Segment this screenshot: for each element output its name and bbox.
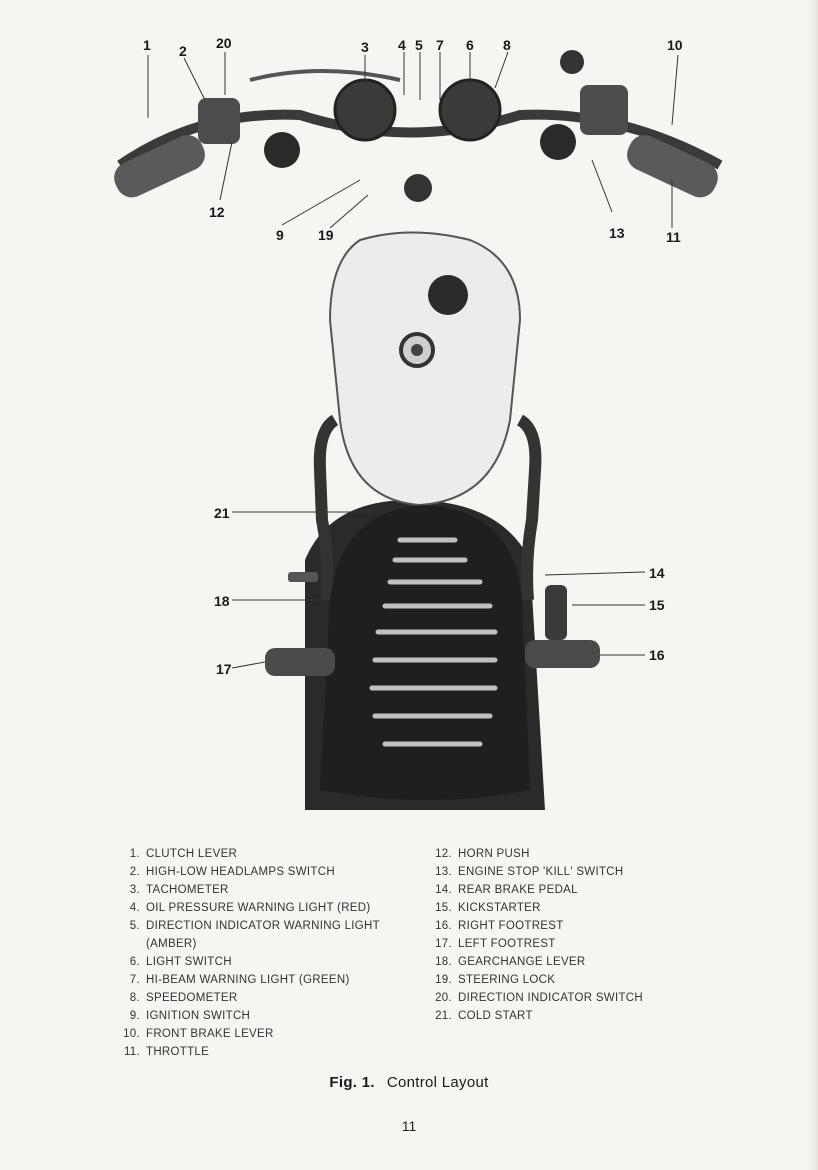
speedometer-dial [440,80,500,140]
seat [320,505,530,800]
right-switch-housing [580,85,628,135]
right-footrest [525,640,600,668]
tachometer-dial [335,80,395,140]
legend-right-column [424,845,724,1025]
figure-title: Control Layout [386,1074,489,1091]
legend-item: 7. HI-BEAM WARNING LIGHT (GREEN) [129,974,350,986]
legend-item: 21. COLD START [435,1010,533,1022]
legend-item: 9. IGNITION SWITCH [129,1010,251,1022]
legend-item: 19. STEERING LOCK [435,974,556,986]
legend-item: 12. HORN PUSH [435,848,530,860]
page-number: 11 [401,1118,417,1134]
legend-item: 14. REAR BRAKE PEDAL [435,884,578,896]
callout-13: 13 [609,225,625,241]
gearchange-lever [288,572,318,582]
legend-item: 3. TACHOMETER [129,884,229,896]
callout-21: 21 [214,505,230,521]
legend-item: 1. CLUTCH LEVER [129,848,238,860]
legend-item: 16. RIGHT FOOTREST [435,920,564,932]
callout-19: 19 [318,227,334,243]
callout-18: 18 [214,593,230,609]
callout-4: 4 [398,37,406,53]
callout-20: 20 [216,35,232,51]
legend-item: 15. KICKSTARTER [435,902,541,914]
headlamp-switch [404,174,432,202]
callout-11: 11 [666,229,681,245]
callout-1: 1 [143,37,151,53]
legend-item: 2. HIGH-LOW HEADLAMPS SWITCH [129,866,335,878]
legend-item: 5. DIRECTION INDICATOR WARNING LIGHT (AMBER) [129,920,380,950]
callout-2: 2 [179,43,187,59]
callout-14: 14 [649,565,665,581]
callout-8: 8 [503,37,511,53]
kickstarter [545,585,567,640]
callout-3: 3 [361,39,369,55]
tank-knob [428,275,468,315]
figure-number: Fig. 1. [329,1074,375,1091]
legend-left-column [112,845,412,1061]
left-switch-housing [198,98,240,144]
callout-6: 6 [466,37,474,53]
callout-15: 15 [649,597,665,613]
legend-item: 10. FRONT BRAKE LEVER [123,1028,274,1040]
left-indicator-lamp [264,132,300,168]
callout-16: 16 [649,647,665,663]
right-frame-rail [520,420,535,600]
legend-item: 20. DIRECTION INDICATOR SWITCH [435,992,643,1004]
legend-item: 4. OIL PRESSURE WARNING LIGHT (RED) [129,902,371,914]
right-indicator-lamp [540,124,576,160]
left-frame-rail [320,420,335,600]
callout-10: 10 [667,37,683,53]
legend-item: 13. ENGINE STOP 'KILL' SWITCH [435,866,624,878]
legend-item: 11. THROTTLE [123,1046,210,1058]
callout-12: 12 [209,204,225,220]
legend-item: 18. GEARCHANGE LEVER [435,956,586,968]
figure-caption [0,1074,818,1091]
legend-item: 8. SPEEDOMETER [129,992,238,1004]
left-footrest [265,648,335,676]
callout-5: 5 [415,37,423,53]
legend-item: 6. LIGHT SWITCH [129,956,232,968]
callout-9: 9 [276,227,284,243]
legend-item: 17. LEFT FOOTREST [435,938,556,950]
speedometer-box [560,50,584,74]
callout-7: 7 [436,37,444,53]
fuel-tank [330,233,520,506]
callout-17: 17 [216,661,232,677]
